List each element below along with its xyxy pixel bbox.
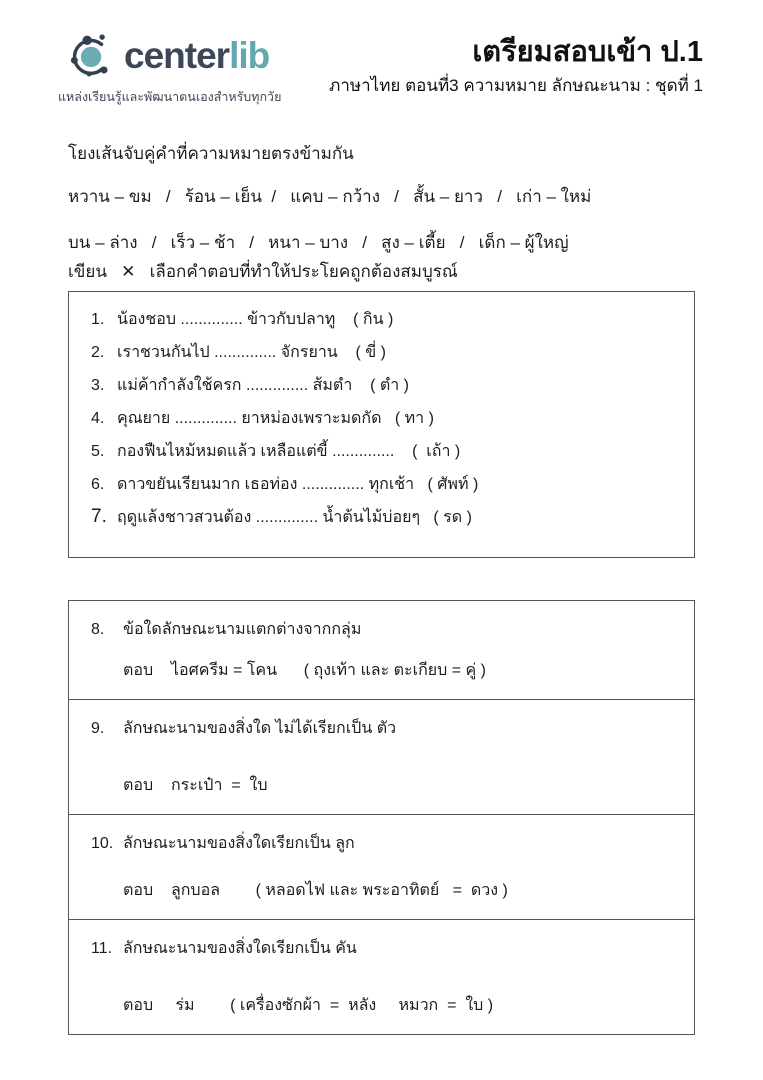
page-header: [58, 26, 703, 107]
item-number: 1.: [91, 311, 105, 328]
qa-item-9: [69, 699, 694, 814]
qa-items-box: [68, 600, 695, 1035]
matching-section: [68, 140, 703, 260]
item-text: แม่ค้ากำลังใช้ครก .............. ส้มตำ ( ตำ ): [117, 377, 410, 394]
title-block: [329, 26, 703, 99]
qa-question: [91, 617, 684, 642]
logo-word-center: center: [124, 34, 230, 76]
logo-tagline: แหล่งเรียนรู้และพัฒนาตนเองสำหรับทุกวัย: [58, 90, 282, 104]
fill-item-2: [91, 340, 684, 373]
item-text: เราชวนกันไป .............. จักรยาน ( ขี่ ): [117, 344, 386, 361]
item-text: ฤดูแล้งชาวสวนต้อง .............. น้ำต้นไม้บ่อยๆ ( รด ): [117, 509, 472, 526]
item-number: 4.: [91, 410, 105, 427]
fill-item-6: [91, 472, 684, 505]
qa-item-8: [69, 601, 694, 699]
matching-instruction: โยงเส้นจับคู่คำที่ความหมายตรงข้ามกัน: [68, 144, 354, 163]
word-pairs-line-1: หวาน – ขม / ร้อน – เย็น / แคบ – กว้าง / สั้น – ยาว / เก่า – ใหม่: [68, 187, 592, 206]
qa-item-11: [69, 919, 694, 1034]
answer-text: ตอบ ลูกบอล ( หลอดไฟ และ พระอาทิตย์ = ดวง ): [123, 882, 508, 899]
centerlib-logo: [58, 26, 282, 107]
answer-text: ตอบ ไอศครีม = โคน ( ถุงเท้า และ ตะเกียบ = คู่ ): [123, 662, 486, 679]
fill-items-box: [68, 291, 695, 558]
fill-instruction: เขียน ✕ เลือกคำตอบที่ทำให้ประโยคถูกต้องสมบูรณ์: [68, 262, 458, 281]
logo-wordmark: [124, 34, 270, 76]
logo-word-lib: lib: [229, 34, 270, 76]
qa-question: [91, 716, 684, 741]
item-number: 7.: [91, 506, 107, 527]
item-number: 9.: [91, 720, 105, 737]
page-title: เตรียมสอบเข้า ป.1: [472, 36, 703, 68]
logo-row: [62, 26, 281, 84]
word-pairs-line-2: บน – ล่าง / เร็ว – ช้า / หนา – บาง / สูง – เตี้ย / เด็ก – ผู้ใหญ่: [68, 233, 569, 253]
question-text: ลักษณะนามของสิ่งใดเรียกเป็น คัน: [123, 940, 357, 957]
item-text: น้องชอบ .............. ข้าวกับปลาทู ( กิน ): [117, 311, 394, 328]
page-subtitle: ภาษาไทย ตอนที่3 ความหมาย ลักษณะนาม : ชุดที่ 1: [329, 76, 703, 96]
item-number: 6.: [91, 476, 105, 493]
fill-item-3: [91, 373, 684, 406]
item-number: 10.: [91, 835, 114, 852]
item-number: 8.: [91, 621, 105, 638]
question-text: ลักษณะนามของสิ่งใดเรียกเป็น ลูก: [123, 835, 355, 852]
item-number: 5.: [91, 443, 105, 460]
item-number: 11.: [91, 940, 113, 957]
item-number: 2.: [91, 344, 105, 361]
fill-item-4: [91, 406, 684, 439]
fill-item-5: [91, 439, 684, 472]
centerlib-molecule-icon: [62, 26, 120, 84]
fill-item-7: [91, 505, 684, 538]
answer-text: ตอบ กระเป๋า = ใบ: [123, 777, 268, 794]
question-text: ข้อใดลักษณะนามแตกต่างจากกลุ่ม: [123, 621, 362, 638]
item-text: คุณยาย .............. ยาหม่องเพราะมดกัด ( ทา ): [117, 410, 434, 427]
qa-question: [91, 831, 684, 856]
fill-item-1: [91, 307, 684, 340]
item-text: ดาวขยันเรียนมาก เธอท่อง .............. ทุกเช้า ( ศัพท์ ): [117, 476, 479, 493]
item-text: กองฟืนไหม้หมดแล้ว เหลือแต่ขี้ .............. ( เถ้า ): [117, 443, 461, 460]
question-text: ลักษณะนามของสิ่งใด ไม่ได้เรียกเป็น ตัว: [123, 720, 397, 737]
item-number: 3.: [91, 377, 105, 394]
answer-text: ตอบ ร่ม ( เครื่องซักผ้า = หลัง หมวก = ใบ ): [123, 997, 494, 1014]
qa-question: [91, 936, 684, 961]
qa-item-10: [69, 814, 694, 919]
